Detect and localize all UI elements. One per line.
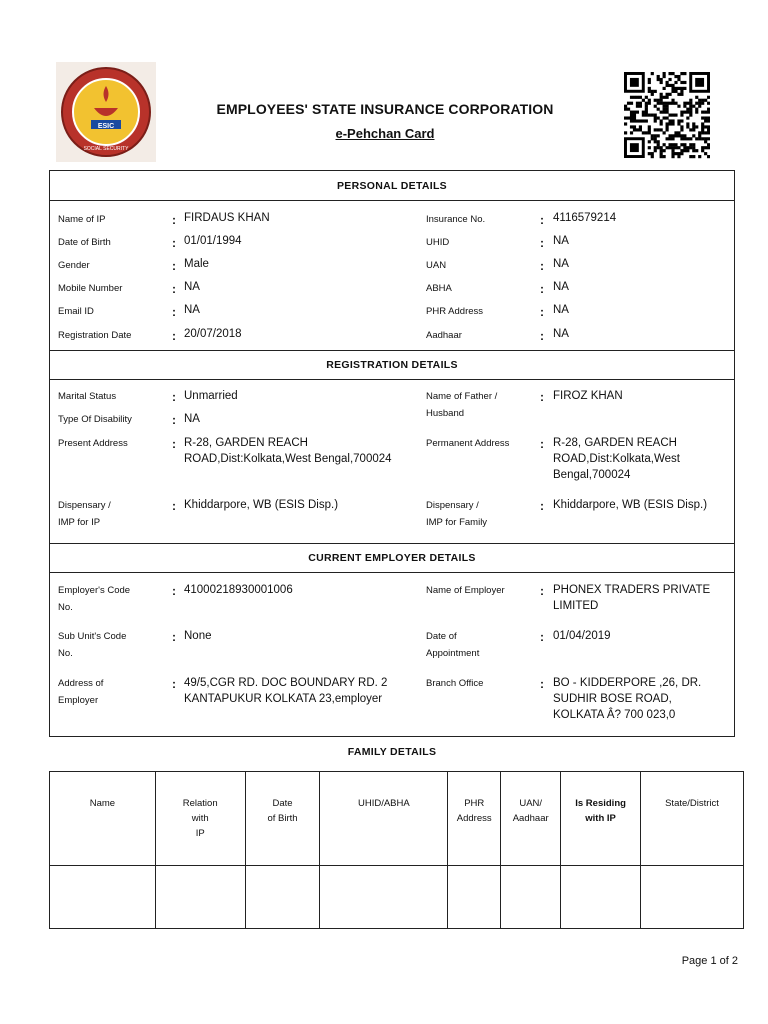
family-details-table [49,771,744,929]
personal-right-label: PHR Address [426,306,484,317]
colon: : [172,259,176,273]
employer-code-label-line1: Employer's Code [58,585,131,596]
column-header-uan-aadhaar [501,772,561,866]
branch-office-line2: SUDHIR BOSE ROAD, [553,693,672,705]
page-number: Page 1 of 2 [681,955,738,967]
dispensary-family-value: Khiddarpore, WB (ESIS Disp.) [553,499,708,511]
colon: : [172,677,176,691]
registration-details-heading: REGISTRATION DETAILS [50,350,734,380]
disability-label: Type Of Disability [58,414,132,425]
colon: : [172,213,176,227]
column-header-uhid-abha [320,772,448,866]
subunit-code-label-line2: No. [58,648,73,659]
family-details-heading: FAMILY DETAILS [347,746,437,758]
colon: : [172,236,176,250]
dispensary-ip-value: Khiddarpore, WB (ESIS Disp.) [184,499,339,511]
permanent-address-line3: Bengal,700024 [553,469,631,481]
colon: : [172,584,176,598]
column-header-text: State/District [665,798,719,809]
colon: : [172,329,176,343]
colon: : [540,584,544,598]
colon: : [540,213,544,227]
colon: : [540,677,544,691]
column-header-text: Name [89,798,116,809]
personal-right-value: NA [553,258,569,270]
personal-right-value: NA [553,328,569,340]
table-cell [245,866,320,929]
table-cell [501,866,561,929]
personal-left-label: Mobile Number [58,283,123,294]
colon: : [172,390,176,404]
logo-text: ESIC [97,123,115,130]
colon: : [172,305,176,319]
branch-office-label: Branch Office [426,678,484,689]
personal-right-label: Insurance No. [426,214,486,225]
subunit-code-value: None [184,630,212,642]
column-header-is-residing [561,772,641,866]
colon: : [172,437,176,451]
present-address-line1: R-28, GARDEN REACH [184,437,308,449]
personal-right-label: UHID [426,237,450,248]
colon: : [540,437,544,451]
column-header-phr-address [448,772,501,866]
appointment-date-label-line2: Appointment [426,648,480,659]
personal-left-value: NA [184,281,200,293]
employer-details-heading: CURRENT EMPLOYER DETAILS [50,543,734,573]
personal-right-value: 4116579214 [553,212,617,224]
colon: : [540,390,544,404]
employer-code-label-line2: No. [58,602,73,613]
column-header-relation [155,772,245,866]
column-header-text: UHID/ABHA [357,798,410,809]
details-box [49,170,735,737]
personal-left-label: Date of Birth [58,237,111,248]
dispensary-family-label-line2: IMP for Family [426,517,488,528]
father-label-line1: Name of Father / [426,391,498,402]
disability-value: NA [184,413,200,425]
employer-name-line1: PHONEX TRADERS PRIVATE [553,584,711,596]
dispensary-ip-label-line1: Dispensary / [58,500,111,511]
column-header-name [50,772,156,866]
colon: : [540,499,544,513]
employer-name-line2: LIMITED [553,600,599,612]
personal-right-label: UAN [426,260,447,271]
colon: : [172,413,176,427]
table-cell [561,866,641,929]
column-header-text: Date of Birth [267,798,298,824]
employer-address-label-line1: Address of [58,678,104,689]
dispensary-family-label-line1: Dispensary / [426,500,479,511]
colon: : [172,282,176,296]
colon: : [540,236,544,250]
table-cell [155,866,245,929]
table-cell [448,866,501,929]
personal-right-value: NA [553,235,569,247]
column-header-text: Relation with IP [182,798,218,839]
personal-left-label: Name of IP [58,214,106,225]
column-header-dob [245,772,320,866]
personal-details-heading: PERSONAL DETAILS [50,171,734,201]
marital-status-value: Unmarried [184,390,238,402]
colon: : [540,329,544,343]
card-subtitle: e-Pehchan Card [335,126,435,141]
employer-address-line2: KANTAPUKUR KOLKATA 23,employer [184,693,383,705]
personal-left-value: Male [184,258,209,270]
qr-code [624,72,710,160]
dispensary-ip-label-line2: IMP for IP [58,517,101,528]
subunit-code-label-line1: Sub Unit's Code [58,631,127,642]
present-address-line2: ROAD,Dist:Kolkata,West Bengal,700024 [184,453,392,465]
colon: : [172,630,176,644]
table-cell [50,866,156,929]
appointment-date-value: 01/04/2019 [553,630,611,642]
page-title: EMPLOYEES' STATE INSURANCE CORPORATION [216,101,554,117]
personal-left-label: Registration Date [58,330,132,341]
table-cell [320,866,448,929]
colon: : [540,259,544,273]
present-address-label: Present Address [58,438,128,449]
employer-name-label: Name of Employer [426,585,505,596]
colon: : [540,305,544,319]
employer-code-value: 41000218930001006 [184,584,293,596]
personal-left-label: Email ID [58,306,94,317]
logo-band-text: SOCIAL SECURITY [83,146,129,152]
appointment-date-label-line1: Date of [426,631,457,642]
personal-left-value: NA [184,304,200,316]
personal-right-label: Aadhaar [426,330,462,341]
employer-address-label-line2: Employer [58,695,99,706]
column-header-text: Is Residing with IP [575,798,626,824]
colon: : [540,630,544,644]
permanent-address-line2: ROAD,Dist:Kolkata,West [553,453,680,465]
personal-right-label: ABHA [426,283,452,294]
colon: : [540,282,544,296]
permanent-address-line1: R-28, GARDEN REACH [553,437,677,449]
column-header-text: UAN/ Aadhaar [512,798,549,824]
personal-left-value: 20/07/2018 [184,328,242,340]
branch-office-line3: KOLKATA Â? 700 023,0 [553,709,676,721]
employer-address-line1: 49/5,CGR RD. DOC BOUNDARY RD. 2 [184,677,388,689]
column-header-state-district [641,772,744,866]
personal-left-label: Gender [58,260,90,271]
personal-right-value: NA [553,281,569,293]
branch-office-line1: BO - KIDDERPORE ,26, DR. [553,677,702,689]
column-header-text: PHR Address [456,798,492,824]
personal-right-value: NA [553,304,569,316]
personal-left-value: FIRDAUS KHAN [184,212,270,224]
colon: : [172,499,176,513]
personal-left-value: 01/01/1994 [184,235,242,247]
father-label-line2: Husband [426,408,465,419]
permanent-address-label: Permanent Address [426,438,510,449]
table-cell [641,866,744,929]
father-value: FIROZ KHAN [553,390,623,402]
marital-status-label: Marital Status [58,391,117,402]
esic-logo [56,62,156,162]
